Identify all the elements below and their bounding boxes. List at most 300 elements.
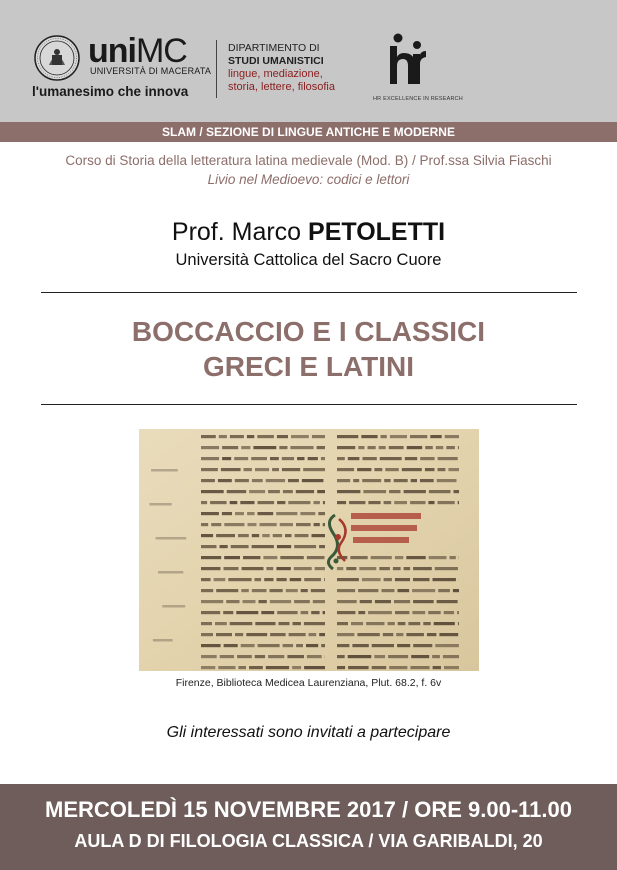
manuscript-text-stroke	[255, 622, 275, 625]
manuscript-text-stroke	[222, 457, 231, 460]
manuscript-text-stroke	[411, 479, 417, 482]
manuscript-text-stroke	[314, 523, 320, 526]
manuscript-text-stroke	[430, 435, 441, 438]
department-block	[228, 42, 335, 94]
manuscript-text-stroke	[384, 479, 391, 482]
manuscript-text-stroke	[379, 567, 390, 570]
manuscript-text-stroke	[337, 501, 346, 504]
manuscript-text-stroke	[201, 479, 215, 482]
manuscript-text-stroke	[457, 611, 459, 614]
manuscript-text-stroke	[201, 655, 217, 658]
manuscript-text-stroke	[216, 534, 235, 537]
manuscript-text-stroke	[407, 446, 423, 449]
manuscript-text-stroke	[243, 556, 260, 559]
manuscript-text-stroke	[398, 589, 410, 592]
manuscript-text-stroke	[296, 644, 303, 647]
manuscript-text-stroke	[361, 435, 377, 438]
manuscript-text-stroke	[412, 611, 425, 614]
manuscript-text-stroke	[227, 490, 247, 493]
divider-bottom	[41, 404, 577, 405]
manuscript-text-stroke	[439, 633, 458, 636]
manuscript-text-stroke	[221, 468, 241, 471]
manuscript-text-stroke	[360, 600, 372, 603]
section-banner: SLAM / SEZIONE DI LINGUE ANTICHE E MODERNE	[0, 122, 617, 142]
manuscript-text-stroke	[247, 512, 255, 515]
manuscript-text-stroke	[255, 655, 265, 658]
manuscript-text-stroke	[312, 435, 325, 438]
manuscript-text-stroke	[230, 501, 238, 504]
manuscript-text-stroke	[258, 512, 274, 515]
manuscript-text-stroke	[309, 633, 317, 636]
manuscript-text-stroke	[292, 666, 301, 669]
manuscript-text-stroke	[296, 490, 314, 493]
manuscript-text-stroke	[428, 501, 434, 504]
manuscript-text-stroke	[224, 644, 238, 647]
manuscript-text-stroke	[201, 611, 220, 614]
manuscript-text-stroke	[201, 523, 208, 526]
manuscript-text-stroke	[337, 666, 345, 669]
manuscript-text-stroke	[389, 490, 400, 493]
manuscript-text-stroke	[201, 490, 224, 493]
manuscript-text-stroke	[246, 633, 267, 636]
manuscript-text-stroke	[444, 611, 454, 614]
manuscript-text-stroke	[350, 556, 367, 559]
manuscript-text-stroke	[304, 578, 321, 581]
manuscript-text-stroke	[337, 622, 348, 625]
manuscript-text-stroke	[277, 435, 288, 438]
manuscript-text-stroke	[201, 512, 219, 515]
manuscript-text-stroke	[201, 633, 213, 636]
manuscript-text-stroke	[420, 479, 434, 482]
speaker-name: Prof. Marco PETOLETTI	[171, 218, 446, 246]
manuscript-text-stroke	[368, 501, 380, 504]
manuscript-text-stroke	[289, 633, 306, 636]
manuscript-text-stroke	[358, 446, 364, 449]
manuscript-text-stroke	[337, 446, 355, 449]
manuscript-text-stroke	[372, 644, 394, 647]
manuscript-text-stroke	[201, 589, 213, 592]
manuscript-text-stroke	[444, 666, 459, 669]
manuscript-text-stroke	[270, 633, 286, 636]
course-title: Corso di Storia della letteratura latina medievale (Mod. B) / Prof.ssa Silvia Fiaschi	[65, 153, 552, 168]
manuscript-text-stroke	[244, 468, 252, 471]
manuscript-text-stroke	[285, 534, 292, 537]
manuscript-text-stroke	[321, 457, 325, 460]
manuscript-text-stroke	[368, 611, 392, 614]
manuscript-text-stroke	[348, 655, 372, 658]
manuscript-text-stroke	[251, 457, 267, 460]
manuscript-text-stroke	[201, 600, 223, 603]
manuscript-text-stroke	[241, 589, 249, 592]
manuscript-text-stroke	[435, 644, 459, 647]
manuscript-text-stroke	[240, 501, 254, 504]
manuscript-text-stroke	[201, 457, 219, 460]
manuscript-text-stroke	[222, 512, 232, 515]
manuscript-text-stroke	[438, 457, 458, 460]
event-location: AULA D DI FILOLOGIA CLASSICA / VIA GARIBALDI, 20	[74, 831, 543, 851]
manuscript-text-stroke	[242, 567, 264, 570]
manuscript-text-stroke	[234, 457, 248, 460]
manuscript-text-stroke	[220, 545, 228, 548]
manuscript-text-stroke	[272, 468, 279, 471]
manuscript-margin-note	[151, 469, 178, 472]
manuscript-text-stroke	[277, 578, 287, 581]
manuscript-text-stroke	[408, 622, 420, 625]
dept-line-2: STUDI UMANISTICI	[228, 55, 324, 67]
manuscript-text-stroke	[241, 644, 255, 647]
manuscript-text-stroke	[252, 545, 274, 548]
manuscript-text-stroke	[296, 523, 311, 526]
manuscript-text-stroke	[337, 578, 359, 581]
course-subtitle: Livio nel Medioevo: codici e lettori	[207, 172, 410, 187]
manuscript-text-stroke	[270, 589, 283, 592]
manuscript-text-stroke	[290, 578, 302, 581]
manuscript-text-stroke	[337, 468, 354, 471]
manuscript-text-stroke	[410, 435, 427, 438]
manuscript-text-stroke	[279, 446, 287, 449]
manuscript-text-stroke	[395, 578, 410, 581]
manuscript-text-stroke	[317, 490, 325, 493]
manuscript-text-stroke	[423, 622, 430, 625]
manuscript-text-stroke	[388, 655, 408, 658]
manuscript-text-stroke	[282, 468, 300, 471]
manuscript-text-stroke	[260, 523, 277, 526]
manuscript-text-stroke	[413, 644, 432, 647]
manuscript-text-stroke	[252, 589, 267, 592]
manuscript-text-stroke	[261, 611, 274, 614]
manuscript-text-stroke	[266, 479, 285, 482]
manuscript-text-stroke	[318, 512, 325, 515]
manuscript-text-stroke	[319, 633, 325, 636]
manuscript-text-stroke	[238, 666, 246, 669]
manuscript-text-stroke	[276, 512, 297, 515]
header-divider	[216, 40, 217, 98]
manuscript-text-stroke	[273, 534, 282, 537]
manuscript-text-stroke	[372, 666, 387, 669]
manuscript-text-stroke	[224, 556, 240, 559]
manuscript-text-stroke	[389, 446, 404, 449]
manuscript-text-stroke	[445, 435, 459, 438]
manuscript-text-stroke	[277, 501, 285, 504]
manuscript-text-stroke	[348, 457, 360, 460]
manuscript-text-stroke	[226, 600, 239, 603]
manuscript-text-stroke	[450, 556, 456, 559]
university-seal-icon	[34, 35, 80, 81]
manuscript-text-stroke	[443, 655, 459, 658]
manuscript-text-stroke	[201, 578, 211, 581]
manuscript-text-stroke	[201, 622, 212, 625]
manuscript-text-stroke	[315, 567, 325, 570]
manuscript-text-stroke	[337, 644, 349, 647]
manuscript-text-stroke	[247, 435, 254, 438]
manuscript-text-stroke	[398, 622, 406, 625]
manuscript-text-stroke	[201, 556, 221, 559]
event-date-time: MERCOLEDÌ 15 NOVEMBRE 2017 / ORE 9.00-11.00	[45, 797, 572, 822]
header	[0, 0, 617, 122]
manuscript-text-stroke	[235, 633, 243, 636]
manuscript-text-stroke	[413, 567, 432, 570]
manuscript-text-stroke	[295, 534, 309, 537]
manuscript-text-stroke	[434, 622, 455, 625]
manuscript-text-stroke	[258, 501, 275, 504]
manuscript-text-stroke	[270, 600, 291, 603]
manuscript-text-stroke	[253, 446, 276, 449]
manuscript-text-stroke	[293, 622, 301, 625]
dept-line-1: DIPARTIMENTO DI	[228, 42, 320, 54]
manuscript-text-stroke	[294, 545, 316, 548]
manuscript-text-stroke	[201, 644, 221, 647]
invitation-text: Gli interessati sono invitati a partecipare	[166, 724, 451, 741]
manuscript-text-stroke	[458, 622, 459, 625]
manuscript-text-stroke	[337, 435, 358, 438]
manuscript-text-stroke	[252, 534, 259, 537]
manuscript-text-stroke	[337, 479, 350, 482]
manuscript-text-stroke	[346, 567, 356, 570]
manuscript-text-stroke	[201, 545, 217, 548]
manuscript-text-stroke	[236, 611, 258, 614]
manuscript-text-stroke	[302, 479, 324, 482]
manuscript-text-stroke	[359, 567, 376, 570]
manuscript-text-stroke	[257, 435, 274, 438]
manuscript-text-stroke	[258, 644, 280, 647]
manuscript-text-stroke	[351, 622, 363, 625]
manuscript-text-stroke	[362, 479, 381, 482]
manuscript-text-stroke	[270, 457, 279, 460]
manuscript-text-stroke	[313, 600, 325, 603]
manuscript-text-stroke	[337, 589, 355, 592]
manuscript-text-stroke	[224, 567, 239, 570]
manuscript-text-stroke	[375, 600, 391, 603]
manuscript-text-stroke	[337, 567, 343, 570]
manuscript-text-stroke	[230, 435, 244, 438]
manuscript-text-stroke	[429, 556, 447, 559]
manuscript-text-stroke	[357, 468, 371, 471]
manuscript-text-stroke	[458, 446, 459, 449]
manuscript-text-stroke	[255, 468, 269, 471]
manuscript-text-stroke	[337, 600, 357, 603]
manuscript-text-stroke	[243, 600, 256, 603]
manuscript-text-stroke	[291, 435, 309, 438]
manuscript-text-stroke	[349, 501, 365, 504]
talk-title-line-1: BOCCACCIO E I CLASSICI	[131, 316, 486, 347]
manuscript-margin-note	[149, 503, 171, 506]
divider-top	[41, 292, 577, 293]
manuscript-text-stroke	[337, 633, 354, 636]
manuscript-text-stroke	[363, 457, 377, 460]
manuscript-text-stroke	[288, 479, 299, 482]
manuscript-text-stroke	[214, 578, 226, 581]
manuscript-text-stroke	[201, 567, 221, 570]
manuscript-text-stroke	[230, 622, 253, 625]
manuscript-text-stroke	[425, 446, 433, 449]
manuscript-text-stroke	[279, 622, 290, 625]
manuscript-text-stroke	[237, 655, 252, 658]
manuscript-text-stroke	[395, 611, 409, 614]
manuscript-text-stroke	[437, 600, 458, 603]
manuscript-text-stroke	[307, 556, 325, 559]
manuscript-text-stroke	[374, 655, 385, 658]
manuscript-text-stroke	[411, 655, 429, 658]
manuscript-text-stroke	[307, 655, 322, 658]
manuscript-text-stroke	[304, 666, 325, 669]
manuscript-text-stroke	[381, 435, 387, 438]
manuscript-text-stroke	[201, 468, 218, 471]
manuscript-text-stroke	[384, 501, 392, 504]
manuscript-text-stroke	[384, 578, 392, 581]
manuscript-text-stroke	[238, 534, 249, 537]
unimc-logo-text: uniMC	[88, 32, 187, 70]
manuscript-text-stroke	[425, 468, 435, 471]
manuscript-text-stroke	[218, 666, 235, 669]
manuscript-text-stroke	[201, 501, 207, 504]
manuscript-text-stroke	[337, 457, 345, 460]
manuscript-text-stroke	[312, 534, 326, 537]
manuscript-text-stroke	[231, 545, 249, 548]
manuscript-text-stroke	[374, 468, 382, 471]
manuscript-illustration	[139, 429, 479, 671]
manuscript-text-stroke	[286, 589, 298, 592]
manuscript-text-stroke	[216, 589, 238, 592]
manuscript-text-stroke	[301, 611, 309, 614]
manuscript-text-stroke	[397, 644, 410, 647]
manuscript-text-stroke	[262, 534, 270, 537]
manuscript-text-stroke	[201, 534, 213, 537]
manuscript-text-stroke	[371, 556, 392, 559]
manuscript-text-stroke	[458, 501, 459, 504]
manuscript-text-stroke	[280, 556, 304, 559]
manuscript-text-stroke	[222, 446, 238, 449]
manuscript-text-stroke	[420, 457, 434, 460]
hr-caption: HR EXCELLENCE IN RESEARCH	[373, 96, 463, 102]
manuscript-text-stroke	[314, 501, 320, 504]
manuscript-text-stroke	[248, 523, 257, 526]
manuscript-text-stroke	[300, 512, 315, 515]
manuscript-text-stroke	[402, 468, 422, 471]
manuscript-text-stroke	[287, 655, 304, 658]
manuscript-text-stroke	[282, 457, 294, 460]
manuscript-text-stroke	[211, 523, 221, 526]
manuscript-text-stroke	[241, 446, 250, 449]
manuscript-text-stroke	[357, 633, 379, 636]
manuscript-text-stroke	[390, 435, 407, 438]
manuscript-text-stroke	[201, 435, 216, 438]
manuscript-text-stroke	[394, 479, 408, 482]
manuscript-text-stroke	[385, 468, 399, 471]
manuscript-text-stroke	[235, 479, 249, 482]
manuscript-text-stroke	[405, 457, 417, 460]
hr-excellence-logo-icon	[384, 32, 430, 88]
manuscript-text-stroke	[358, 589, 378, 592]
manuscript-text-stroke	[404, 490, 426, 493]
manuscript-text-stroke	[404, 567, 411, 570]
manuscript-text-stroke	[218, 479, 232, 482]
talk-title-line-2: GRECI E LATINI	[202, 351, 415, 382]
manuscript-text-stroke	[353, 479, 359, 482]
dept-line-4: storia, lettere, filosofia	[228, 81, 335, 93]
manuscript-text-stroke	[228, 578, 251, 581]
manuscript-text-stroke	[201, 446, 219, 449]
manuscript-text-stroke	[297, 457, 304, 460]
manuscript-text-stroke	[362, 578, 381, 581]
manuscript-text-stroke	[266, 567, 273, 570]
manuscript-text-stroke	[410, 666, 429, 669]
manuscript-text-stroke	[277, 611, 297, 614]
manuscript-text-stroke	[280, 523, 293, 526]
manuscript-text-stroke	[393, 567, 401, 570]
manuscript-text-stroke	[311, 611, 319, 614]
manuscript-text-stroke	[303, 468, 325, 471]
manuscript-text-stroke	[394, 600, 410, 603]
manuscript-margin-note	[162, 605, 185, 608]
manuscript-text-stroke	[319, 545, 325, 548]
manuscript-text-stroke	[277, 545, 291, 548]
image-caption: Firenze, Biblioteca Medicea Laurenziana, Plut. 68.2, f. 6v	[175, 677, 442, 689]
manuscript-text-stroke	[301, 589, 308, 592]
manuscript-text-stroke	[216, 633, 232, 636]
manuscript-text-stroke	[368, 446, 376, 449]
manuscript-text-stroke	[323, 501, 325, 504]
footer-bar	[0, 784, 617, 870]
manuscript-text-stroke	[263, 556, 277, 559]
manuscript-text-stroke	[428, 611, 441, 614]
manuscript-text-stroke	[427, 633, 437, 636]
manuscript-text-stroke	[396, 633, 403, 636]
manuscript-text-stroke	[412, 589, 435, 592]
manuscript-text-stroke	[389, 666, 407, 669]
manuscript-text-stroke	[219, 435, 227, 438]
manuscript-text-stroke	[366, 622, 384, 625]
manuscript-text-stroke	[224, 523, 244, 526]
manuscript-text-stroke	[410, 501, 425, 504]
manuscript-text-stroke	[379, 446, 386, 449]
manuscript-text-stroke	[448, 468, 459, 471]
manuscript-text-stroke	[259, 600, 267, 603]
manuscript-text-stroke	[413, 600, 434, 603]
manuscript-text-stroke	[435, 567, 458, 570]
manuscript-text-stroke	[406, 633, 424, 636]
manuscript-text-stroke	[436, 446, 444, 449]
tagline: l'umanesimo che innova	[32, 84, 189, 99]
manuscript-text-stroke	[429, 490, 451, 493]
manuscript-text-stroke	[283, 644, 294, 647]
manuscript-text-stroke	[433, 578, 456, 581]
manuscript-text-stroke	[324, 578, 325, 581]
manuscript-text-stroke	[276, 567, 290, 570]
manuscript-text-stroke	[395, 556, 403, 559]
manuscript-text-stroke	[363, 490, 386, 493]
manuscript-text-stroke	[306, 644, 318, 647]
manuscript-text-stroke	[266, 666, 289, 669]
manuscript-text-stroke	[235, 512, 244, 515]
university-name: UNIVERSITÀ DI MACERATA	[90, 66, 212, 76]
manuscript-text-stroke	[383, 633, 394, 636]
manuscript-text-stroke	[321, 644, 325, 647]
manuscript-text-stroke	[294, 567, 312, 570]
manuscript-text-stroke	[290, 446, 313, 449]
manuscript-text-stroke	[337, 611, 355, 614]
manuscript-text-stroke	[388, 622, 395, 625]
manuscript-text-stroke	[308, 457, 318, 460]
manuscript-text-stroke	[264, 578, 273, 581]
manuscript-text-stroke	[406, 556, 425, 559]
manuscript-text-stroke	[438, 501, 455, 504]
manuscript-text-stroke	[438, 589, 450, 592]
dept-line-3: lingue, mediazione,	[228, 68, 323, 80]
manuscript-text-stroke	[323, 523, 325, 526]
manuscript-text-stroke	[413, 578, 430, 581]
manuscript-text-stroke	[210, 501, 227, 504]
manuscript-text-stroke	[337, 490, 360, 493]
